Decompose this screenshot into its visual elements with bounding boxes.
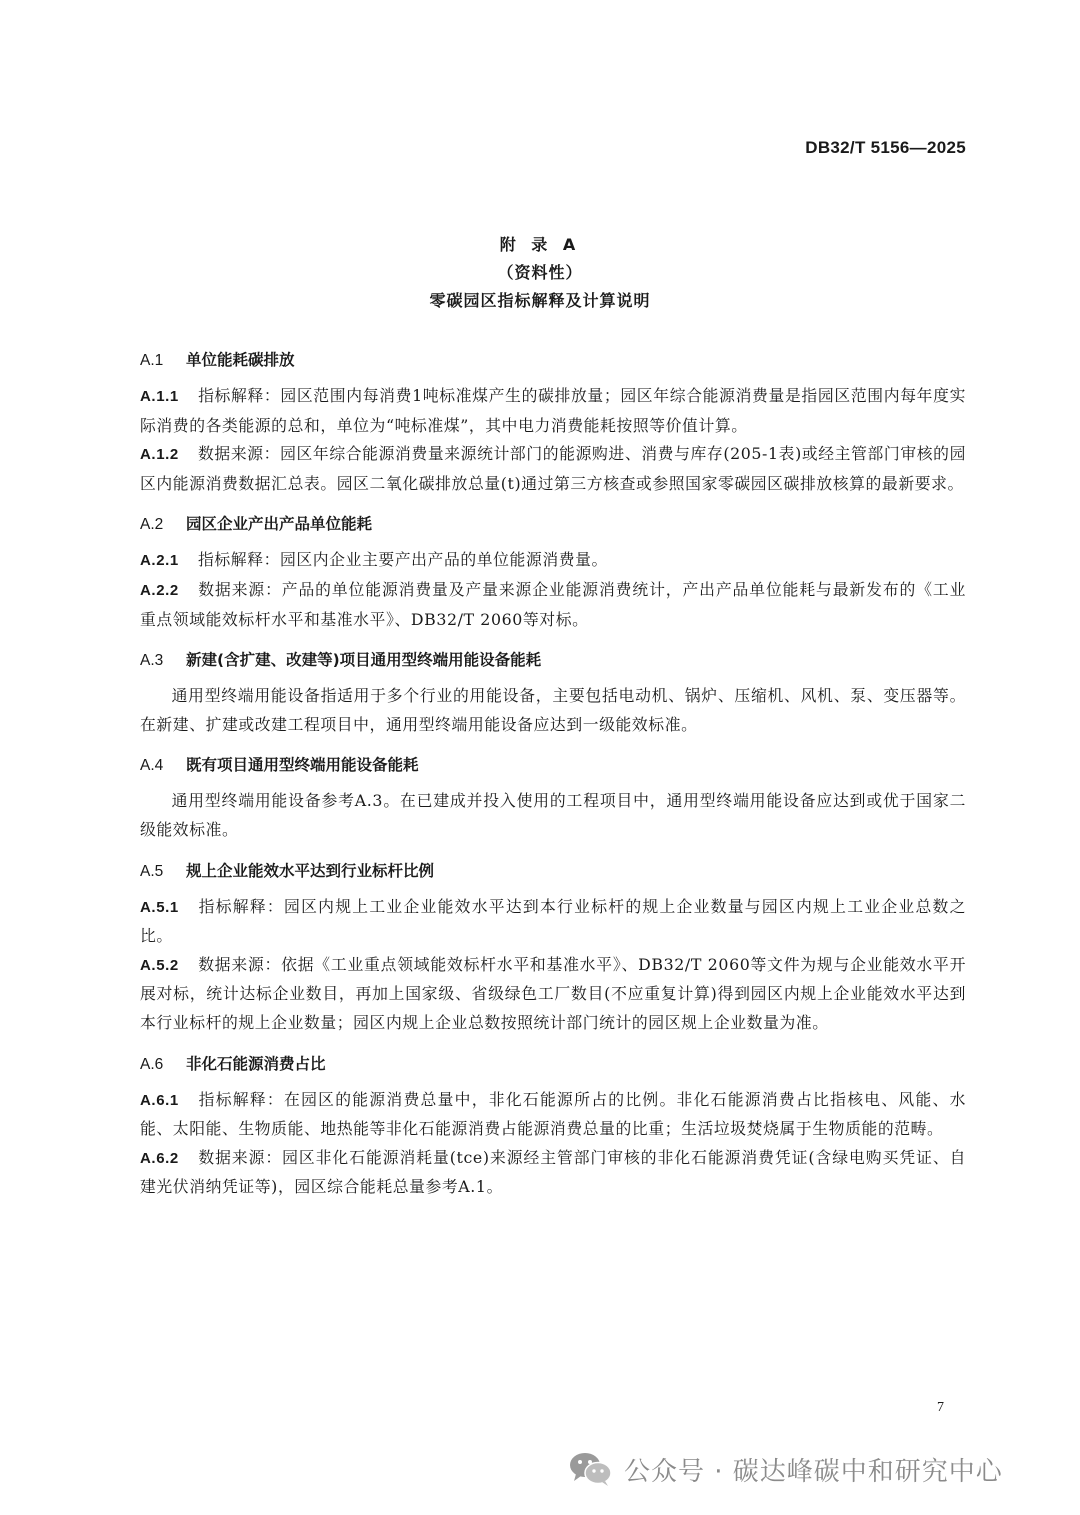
- section-a6: [140, 1046, 966, 1202]
- section-number: A.4: [140, 757, 164, 775]
- clause: [140, 893, 966, 951]
- clause: [140, 1144, 966, 1202]
- clause-number: A.1.2: [140, 446, 179, 464]
- section-title: 单位能耗碳排放: [186, 351, 295, 369]
- clause-text: 数据来源：产品的单位能源消费量及产量来源企业能源消费统计，产出产品单位能耗与最新发布的《工业重点领域能效标杆水平和基准水平》、DB32/T 2060等对标。: [140, 579, 966, 629]
- clause-text: 数据来源：园区非化石能源消耗量(tce)来源经主管部门审核的非化石能源消费凭证(含绿电购买凭证、自建光伏消纳凭证等)，园区综合能耗总量参考A.1。: [140, 1147, 966, 1197]
- clause: [140, 546, 966, 576]
- section-number: A.5: [140, 862, 164, 880]
- section-a3: [140, 642, 966, 739]
- section-title: 新建(含扩建、改建等)项目通用型终端用能设备能耗: [186, 651, 542, 670]
- clause-number: A.5.2: [140, 956, 179, 974]
- section-paragraph: 通用型终端用能设备指适用于多个行业的用能设备，主要包括电动机、锅炉、压缩机、风机、泵、变压器等。在新建、扩建或改建工程项目中，通用型终端用能设备应达到一级能效标准。: [140, 686, 966, 734]
- appendix-nature: （资料性）: [497, 263, 583, 282]
- section-heading: [140, 1046, 966, 1082]
- clause: [140, 440, 966, 498]
- section-heading: [140, 642, 966, 678]
- section-a1: [140, 342, 966, 498]
- appendix-title: 附 录 A: [499, 235, 581, 254]
- section-heading: [140, 747, 966, 783]
- clause-number: A.6.2: [140, 1149, 179, 1167]
- clause: [140, 576, 966, 634]
- document-code: DB32/T 5156—2025: [805, 138, 966, 157]
- document-body: [140, 342, 966, 1202]
- section-title: 既有项目通用型终端用能设备能耗: [186, 756, 419, 775]
- clause-text: 指标解释：园区内规上工业企业能效水平达到本行业标杆的规上企业数量与园区内规上工业企业总数之比。: [140, 896, 966, 946]
- section-paragraph: 通用型终端用能设备参考A.3。在已建成并投入使用的工程项目中，通用型终端用能设备应达到或优于国家二级能效标准。: [140, 791, 966, 839]
- clause-text: 指标解释：园区范围内每消费1吨标准煤产生的碳排放量；园区年综合能源消费量是指园区范围内每年度实际消费的各类能源的总和，单位为“吨标准煤”，其中电力消费能耗按照等价值计算。: [140, 386, 966, 435]
- section-title: 非化石能源消费占比: [186, 1054, 326, 1073]
- clause-number: A.6.1: [140, 1091, 179, 1109]
- clause: [140, 382, 966, 440]
- section-title: 园区企业产出产品单位能耗: [186, 515, 373, 534]
- section-number: A.1: [140, 352, 164, 369]
- appendix-subtitle: 零碳园区指标解释及计算说明: [429, 291, 651, 310]
- clause-text: 指标解释：在园区的能源消费总量中，非化石能源所占的比例。非化石能源消费占比指核电、风能、水能、太阳能、生物质能、地热能等非化石能源消费占能源消费总量的比重；生活垃圾焚烧属于生物质能的范畴。: [140, 1089, 966, 1139]
- watermark: [568, 1448, 1003, 1490]
- page-number: 7: [937, 1400, 944, 1415]
- appendix-heading: [0, 231, 1080, 315]
- section-title: 规上企业能效水平达到行业标杆比例: [186, 861, 435, 880]
- clause: [140, 1086, 966, 1144]
- clause-number: A.1.1: [140, 388, 179, 405]
- section-heading: [140, 853, 966, 889]
- clause-number: A.5.1: [140, 898, 179, 916]
- watermark-text: 公众号 · 碳达峰碳中和研究中心: [624, 1456, 1003, 1487]
- clause: [140, 951, 966, 1038]
- section-number: A.2: [140, 516, 164, 534]
- section-a2: [140, 506, 966, 634]
- section-heading: [140, 506, 966, 542]
- clause-number: A.2.1: [140, 552, 179, 570]
- section-a4: [140, 747, 966, 844]
- section-number: A.6: [140, 1055, 164, 1073]
- section-number: A.3: [140, 652, 164, 670]
- section-heading: [140, 342, 966, 378]
- clause-text: 指标解释：园区内企业主要产出产品的单位能源消费量。: [198, 550, 608, 570]
- clause-text: 数据来源：依据《工业重点领域能效标杆水平和基准水平》、DB32/T 2060等文件为规与企业能效水平开展对标，统计达标企业数目，再加上国家级、省级绿色工厂数目(不应重复计算)得到园区内规上企业能效水平达到本行业标杆的规上企业数量；园区内规上企业总数按照统计部门统计的园区规上企业数量为准。: [140, 954, 966, 1032]
- section-a5: [140, 853, 966, 1038]
- clause-number: A.2.2: [140, 581, 179, 599]
- wechat-icon: [568, 1450, 614, 1488]
- clause-text: 数据来源：园区年综合能源消费量来源统计部门的能源购进、消费与库存(205-1表)或经主管部门审核的园区内能源消费数据汇总表。园区二氧化碳排放总量(t)通过第三方核查或参照国家零碳园区碳排放核算的最新要求。: [140, 444, 966, 493]
